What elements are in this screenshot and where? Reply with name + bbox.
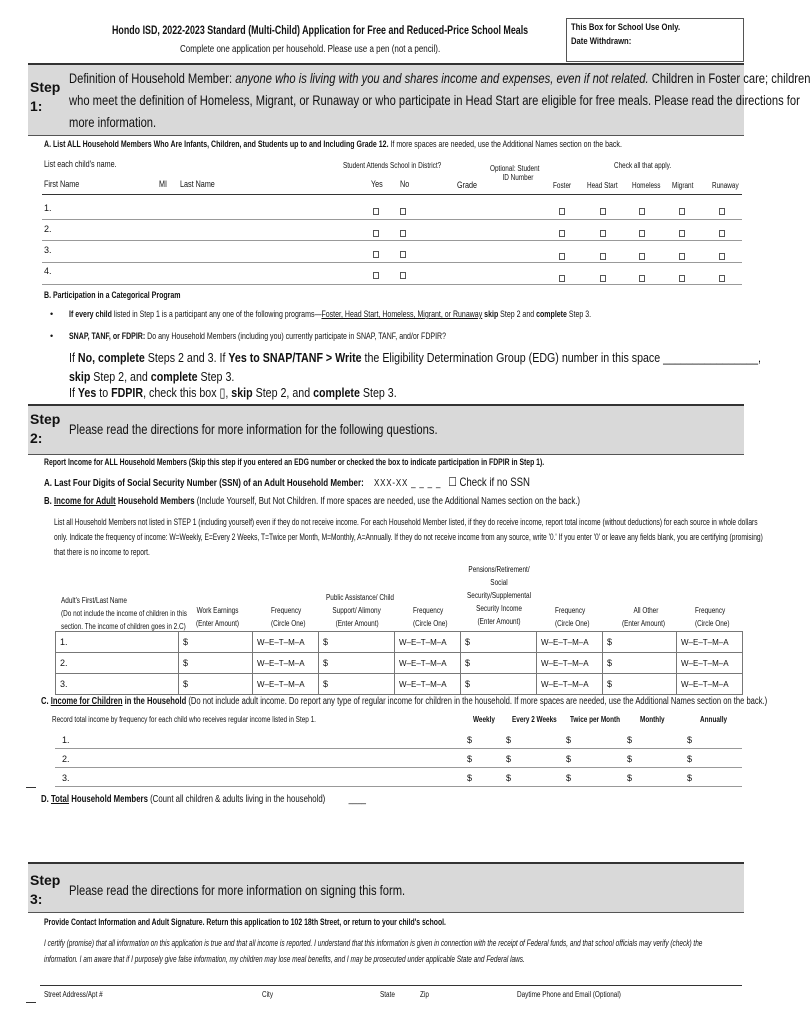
report-income-line: Report Income for ALL Household Members (Skip this step if you entered an EDG number or checked the box to indicate participation in FDPIR in Step 1). (44, 457, 545, 467)
other-income-input[interactable]: $ (603, 674, 677, 695)
no-checkbox[interactable] (400, 251, 406, 258)
step2-directions: Please read the directions for more information for the following questions. (69, 421, 438, 437)
row-divider (42, 262, 742, 263)
yes-checkbox[interactable] (373, 208, 379, 215)
frequency-select[interactable]: W–E–T–M–A (677, 674, 743, 695)
foster-checkbox[interactable] (559, 208, 565, 215)
pension-input[interactable]: $ (461, 674, 537, 695)
yes-checkbox[interactable] (373, 251, 379, 258)
monthly-input[interactable]: $ (627, 735, 633, 745)
list-label: List each child's name. (44, 159, 117, 169)
runaway-checkbox[interactable] (719, 230, 725, 237)
migrant-checkbox[interactable] (679, 230, 685, 237)
margin-tick (26, 1002, 36, 1003)
headstart-checkbox[interactable] (600, 253, 606, 260)
bullet-icon: • (50, 331, 54, 341)
adult-row[interactable] (56, 632, 743, 653)
public-assistance-input[interactable]: $ (319, 653, 395, 674)
foster-checkbox[interactable] (559, 230, 565, 237)
school-use-label: This Box for School Use Only. (571, 22, 681, 32)
monthly-input[interactable]: $ (627, 773, 633, 783)
col-work-earnings: Work Earnings (Enter Amount) (196, 606, 240, 628)
col-migrant: Migrant (672, 181, 694, 190)
frequency-select[interactable]: W–E–T–M–A (537, 632, 603, 653)
runaway-checkbox[interactable] (719, 253, 725, 260)
adult-row-number[interactable]: 2. (56, 653, 179, 674)
frequency-select[interactable]: W–E–T–M–A (395, 632, 461, 653)
frequency-select[interactable]: W–E–T–M–A (537, 674, 603, 695)
every2-input[interactable]: $ (506, 735, 512, 745)
col-mi: MI (159, 179, 167, 189)
no-checkbox[interactable] (400, 272, 406, 279)
frequency-select[interactable]: W–E–T–M–A (395, 653, 461, 674)
snap-bullet: SNAP, TANF, or FDPIR: Do any Household Members (including you) currently participate in SNAP, TANF, and/or FDPIR? (69, 331, 447, 341)
adult-income-table (55, 631, 742, 695)
adult-row[interactable] (56, 674, 743, 695)
bullet-icon: • (50, 309, 54, 319)
other-income-input[interactable]: $ (603, 632, 677, 653)
frequency-select[interactable]: W–E–T–M–A (677, 653, 743, 674)
section-b-heading: B. Participation in a Categorical Program (44, 290, 181, 300)
freq-annually: Annually (700, 715, 728, 724)
freq-twice-month: Twice per Month (570, 715, 621, 724)
child-row-number: 4. (44, 266, 52, 276)
row-divider (42, 284, 742, 285)
work-earnings-input[interactable]: $ (179, 632, 253, 653)
row-divider (42, 219, 742, 220)
margin-tick (26, 787, 36, 788)
col-runaway: Runaway (712, 181, 739, 190)
address-line (40, 985, 742, 986)
homeless-checkbox[interactable] (639, 230, 645, 237)
monthly-input[interactable]: $ (627, 754, 633, 764)
col-yes: Yes (371, 179, 383, 189)
col-all-other: All Other (Enter Amount) (622, 606, 666, 628)
step2-label: Step 2: (30, 411, 61, 446)
categorical-bullet: If every child listed in Step 1 is a participant any one of the following programs—Foster, Head Start, Homeless, Migrant, or Runaway skip Step 2 and complete Step 3. (69, 309, 592, 319)
contact-line: Provide Contact Information and Adult Signature. Return this application to 102 18th Street, or return to your child's school. (44, 917, 446, 927)
adult-income-instructions: List all Household Members not listed in STEP 1 (including yourself) even if they do not receive income. For each Household Member listed, if they do receive income, report total income (without deductions) for each source in whole dollars only. Indicate the frequency of income: W=Weekly, E=Every 2 Weeks, T=Twice per Month, M=Monthly, A=Annually. If they do not receive income from any source, write '0.' If you enter '0' or leave any fields blank, you are certifying (promising) that there is no income to report. (54, 517, 763, 557)
runaway-checkbox[interactable] (719, 208, 725, 215)
date-withdrawn-label: Date Withdrawn: (571, 36, 632, 46)
col-pensions: Pensions/Retirement/ Social Security/Supplemental Security Income (Enter Amount) (467, 565, 532, 626)
no-ssn-checkbox[interactable]: ☐ Check if no SSN (448, 475, 530, 489)
annually-input[interactable]: $ (687, 773, 693, 783)
child-income-number: 1. (62, 735, 70, 745)
annually-input[interactable]: $ (687, 735, 693, 745)
ssn-row: A. Last Four Digits of Social Security Number (SSN) of an Adult Household Member: XXX-XX _ _ _ _ ☐ Check if no SSN (44, 475, 530, 489)
yes-checkbox[interactable] (373, 272, 379, 279)
street-address-field[interactable]: Street Address/Apt # (44, 990, 103, 999)
col-adult-name: Adult's First/Last Name (Do not include the income of children in this section. The income of children goes in 2.C) (61, 596, 187, 631)
every2-input[interactable]: $ (506, 773, 512, 783)
school-use-box (566, 18, 744, 62)
freq-monthly: Monthly (640, 715, 665, 724)
adult-row-number[interactable]: 1. (56, 632, 179, 653)
migrant-checkbox[interactable] (679, 253, 685, 260)
snap-instructions: If No, complete Steps 2 and 3. If Yes to SNAP/TANF > Write the Eligibility Determination Group (EDG) number in this space ________________, skip Step 2, and complete Step 3. (69, 350, 761, 384)
weekly-input[interactable]: $ (467, 754, 473, 764)
zip-field[interactable]: Zip (420, 990, 429, 999)
pension-input[interactable]: $ (461, 653, 537, 674)
adult-row[interactable] (56, 653, 743, 674)
public-assistance-input[interactable]: $ (319, 674, 395, 695)
form-subtitle: Complete one application per household. Please use a pen (not a pencil). (180, 44, 441, 55)
total-input[interactable]: ____ (348, 794, 367, 805)
other-income-input[interactable]: $ (603, 653, 677, 674)
yes-checkbox[interactable] (373, 230, 379, 237)
weekly-input[interactable]: $ (467, 735, 473, 745)
child-income-heading: C. Income for Children in the Household (Do not include adult income. Do report any type of regular income for children in the household. If more spaces are needed, use the Additional Names section on the back.) (41, 696, 768, 707)
no-checkbox[interactable] (400, 230, 406, 237)
fdpir-instructions: If Yes to FDPIR, check this box ▯, skip Step 2, and complete Step 3. (69, 385, 397, 400)
record-income-line: Record total income by frequency for each child who receives regular income listed in Step 1. (52, 715, 316, 724)
col-homeless: Homeless (632, 181, 661, 190)
homeless-checkbox[interactable] (639, 208, 645, 215)
annually-input[interactable]: $ (687, 754, 693, 764)
step3-label: Step 3: (30, 872, 61, 907)
adult-row-number[interactable]: 3. (56, 674, 179, 695)
phone-email-field[interactable]: Daytime Phone and Email (Optional) (517, 990, 621, 999)
step3-directions: Please read the directions for more information on signing this form. (69, 882, 406, 898)
certification-text: I certify (promise) that all information on this application is true and that all income is reported. I understand that this information is given in connection with the receipt of Federal funds, and that school officials may verify (check) the information. I am aware that if I purposely give false information, my children may lose meal benefits, and I may be prosecuted under applicable State and Federal laws. (44, 938, 703, 964)
child-income-number: 3. (62, 773, 70, 783)
frequency-select[interactable]: W–E–T–M–A (395, 674, 461, 695)
row-divider (55, 767, 742, 768)
attends-label: Student Attends School in District? (343, 161, 442, 170)
migrant-checkbox[interactable] (679, 275, 685, 282)
household-definition: Definition of Household Member: anyone who is living with you and shares income and expenses, even if not related. Children in Foster care; children who meet the definition of Homeless, Migrant, or Runaway or who participate in Head Start are eligible for free meals. Please read the directions for more information. (69, 70, 811, 130)
weekly-input[interactable]: $ (467, 773, 473, 783)
ssn-input[interactable]: XXX-XX _ _ _ _ (373, 478, 442, 489)
check-all-label: Check all that apply. (614, 161, 672, 170)
twice-input[interactable]: $ (566, 754, 572, 764)
optional-label: Optional: Student ID Number (490, 164, 540, 182)
col-frequency-4: Frequency (Circle One) (695, 606, 730, 628)
frequency-select[interactable]: W–E–T–M–A (677, 632, 743, 653)
col-public-assistance: Public Assistance/ Child Support/ Alimony (Enter Amount) (326, 593, 394, 628)
form-title: Hondo ISD, 2022-2023 Standard (Multi-Child) Application for Free and Reduced-Price School Meals (112, 23, 529, 37)
freq-every-2-weeks: Every 2 Weeks (512, 715, 557, 724)
public-assistance-input[interactable]: $ (319, 632, 395, 653)
frequency-select[interactable]: W–E–T–M–A (253, 674, 319, 695)
row-divider (55, 786, 742, 787)
section-a-heading: A. List ALL Household Members Who Are Infants, Children, and Students up to and Including Grade 12. If more spaces are needed, use the Additional Names section on the back. (44, 139, 622, 149)
city-field[interactable]: City (262, 990, 274, 999)
row-divider (55, 748, 742, 749)
twice-input[interactable]: $ (566, 735, 572, 745)
headstart-checkbox[interactable] (600, 275, 606, 282)
row-divider (42, 240, 742, 241)
headstart-checkbox[interactable] (600, 230, 606, 237)
col-no: No (400, 179, 410, 189)
freq-weekly: Weekly (473, 715, 495, 724)
child-row-number: 3. (44, 245, 52, 255)
col-frequency-3: Frequency (Circle One) (555, 606, 590, 628)
frequency-select[interactable]: W–E–T–M–A (253, 653, 319, 674)
homeless-checkbox[interactable] (639, 253, 645, 260)
child-header-line (42, 194, 742, 195)
pension-input[interactable]: $ (461, 632, 537, 653)
col-first-name: First Name (44, 179, 80, 189)
total-household-members: D. Total Household Members (Count all children & adults living in the household) ____ (41, 794, 367, 805)
child-row-number: 1. (44, 203, 52, 213)
twice-input[interactable]: $ (566, 773, 572, 783)
homeless-checkbox[interactable] (639, 275, 645, 282)
headstart-checkbox[interactable] (600, 208, 606, 215)
step1-label: Step 1: (30, 79, 61, 114)
adult-income-heading: B. Income for Adult Household Members (Include Yourself, But Not Children. If more spaces are needed, use the Additional Names section on the back.) (44, 496, 581, 507)
work-earnings-input[interactable]: $ (179, 653, 253, 674)
col-frequency-1: Frequency (Circle One) (271, 606, 306, 628)
child-income-number: 2. (62, 754, 70, 764)
work-earnings-input[interactable]: $ (179, 674, 253, 695)
migrant-checkbox[interactable] (679, 208, 685, 215)
frequency-select[interactable]: W–E–T–M–A (253, 632, 319, 653)
col-frequency-2: Frequency (Circle One) (413, 606, 448, 628)
state-field[interactable]: State (380, 990, 395, 999)
col-foster: Foster (553, 181, 572, 190)
runaway-checkbox[interactable] (719, 275, 725, 282)
every2-input[interactable]: $ (506, 754, 512, 764)
foster-checkbox[interactable] (559, 275, 565, 282)
foster-checkbox[interactable] (559, 253, 565, 260)
col-grade: Grade (457, 180, 478, 190)
child-row-number: 2. (44, 224, 52, 234)
col-last-name: Last Name (180, 179, 215, 189)
no-checkbox[interactable] (400, 208, 406, 215)
frequency-select[interactable]: W–E–T–M–A (537, 653, 603, 674)
col-head-start: Head Start (587, 181, 618, 190)
